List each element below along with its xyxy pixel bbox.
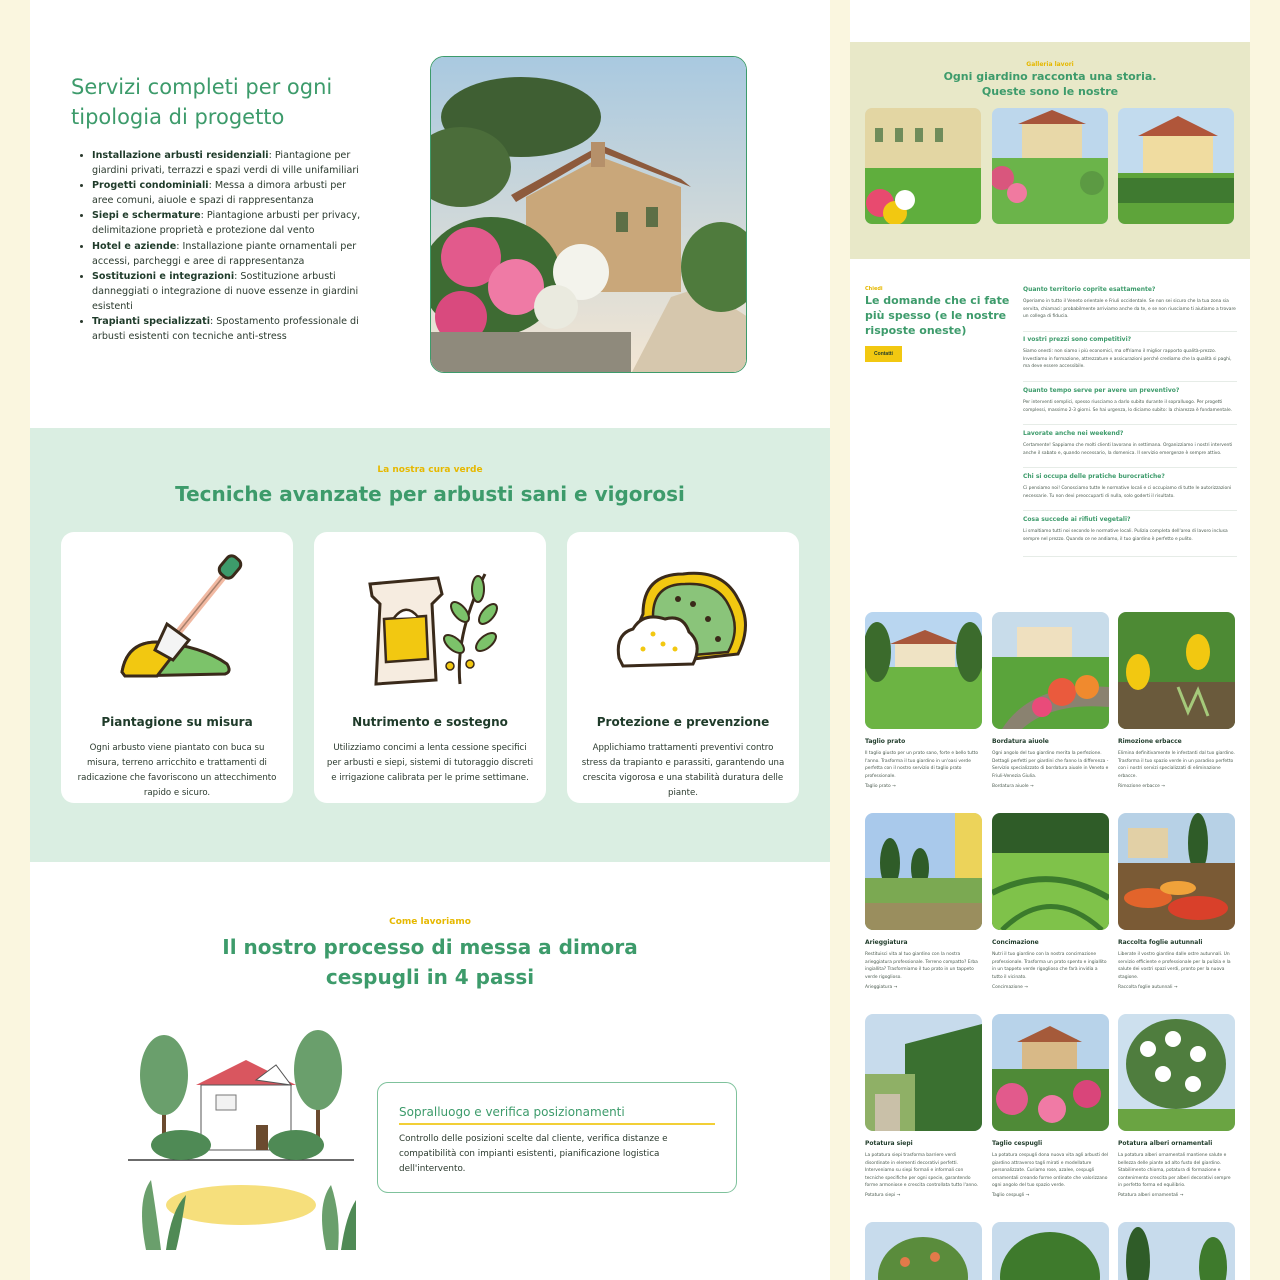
faq-item[interactable] [1023, 336, 1237, 382]
service-title[interactable]: Taglio cespugli [992, 1140, 1043, 1147]
process-step-card [377, 1082, 737, 1193]
services-title: Servizi completi per ogni tipologia di progetto [71, 75, 333, 129]
gallery-image[interactable] [865, 108, 981, 224]
faq-question[interactable]: Chi si occupa delle pratiche burocratiche? [1023, 473, 1165, 480]
faq-item[interactable] [1023, 430, 1237, 468]
techniques-section [30, 428, 830, 862]
process-step-title: Sopralluogo e verifica posizionamenti [399, 1105, 715, 1125]
shrub-icon [613, 554, 753, 694]
list-item: • Progetti condominiali: Messa a dimora arbusti per aree comuni, aiuole e spazi di rappresentanza [92, 178, 362, 208]
technique-card [314, 532, 546, 803]
faq-eyebrow: Chiedi [865, 286, 883, 292]
list-item: • Sostituzioni e integrazioni: Sostituzione arbusti danneggiati o integrazione di nuove essenze in giardini esistenti [92, 269, 362, 314]
list-item: • Siepi e schermature: Piantagione arbusti per privacy, delimitazione proprietà e protezione dal vento [92, 208, 362, 238]
main-page [30, 0, 830, 1280]
service-description: La potatura alberi ornamentali mantiene salute e bellezza delle piante ad alto fusto del giardino. Stabilimento chioma, potatura di formazione e contenimento crescita per alberi decorativi sempre in perfetto forma ed equilibrio. [1118, 1153, 1231, 1189]
service-link[interactable]: Rimozione erbacce → [1118, 784, 1165, 789]
gallery-image[interactable] [992, 108, 1108, 224]
technique-card [567, 532, 799, 803]
techniques-eyebrow: La nostra cura verde [377, 465, 483, 475]
service-title[interactable]: Raccolta foglie autunnali [1118, 939, 1203, 946]
fertilizer-bag-icon [360, 554, 500, 694]
techniques-title: Tecniche avanzate per arbusti sani e vigorosi [175, 482, 685, 506]
service-image[interactable] [865, 612, 982, 729]
service-description: La potatura siepi trasforma barriere verdi disordinate in elementi decorativi perfetti. Interveniamo su siepi formali e informali con tecniche specifiche per ogni specie, garantendo forme armoniose e crescita controllata tutto l'anno. [865, 1153, 979, 1189]
service-description: La potatura cespugli dona nuova vita agli arbusti del giardino attraverso tagli mirati e modellature personalizzate. Curiamo rose, azalee, cespugli ornamentali creando forme ordinate che valorizzano ogni angolo del tuo spazio verde. [992, 1153, 1109, 1189]
service-image[interactable] [865, 813, 982, 930]
service-image[interactable] [865, 1222, 982, 1280]
faq-title: Le domande che ci fate più spesso (e le nostre risposte oneste) [865, 294, 1010, 337]
arrow-right-icon: → [893, 985, 898, 990]
gallery-title: Ogni giardino racconta una storia. Queste sono le nostre [943, 70, 1157, 98]
gallery-eyebrow: Galleria lavori [1026, 61, 1074, 68]
technique-card-text: Utilizziamo concimi a lenta cessione specifici per arbusti e siepi, sistemi di tutoraggio discreti e irrigazione calibrata per le prime settimane. [326, 743, 534, 783]
faq-question[interactable]: I vostri prezzi sono competitivi? [1023, 336, 1132, 343]
arrow-right-icon: → [1025, 1193, 1030, 1198]
service-image[interactable] [992, 1222, 1109, 1280]
overview-page [850, 0, 1250, 1280]
arrow-right-icon: → [1179, 1193, 1184, 1198]
list-item: • Installazione arbusti residenziali: Piantagione per giardini privati, terrazzi e spazi verdi di ville unifamiliari [92, 148, 362, 178]
faq-item[interactable] [1023, 387, 1237, 425]
process-step-text: Controllo delle posizioni scelte dal cliente, verifica distanze e compatibilità con impianti esistenti, pianificazione logistica dell'intervento. [399, 1134, 668, 1174]
service-title[interactable]: Concimazione [992, 939, 1039, 946]
service-description: Liberate il vostro giardino dalle ostre autunnali. Un servizio efficiente e professionale per la pulizia e la salute dei vostri spazi verdi, pronto per la nuova stagione. [1118, 952, 1231, 980]
technique-card-title: Piantagione su misura [101, 715, 253, 729]
service-image[interactable] [1118, 612, 1235, 729]
service-title[interactable]: Taglio prato [865, 738, 906, 745]
technique-card-title: Protezione e prevenzione [596, 715, 770, 729]
service-image[interactable] [1118, 1014, 1235, 1131]
service-title[interactable]: Arieggiatura [865, 939, 908, 946]
gallery-section [850, 42, 1250, 259]
shovel-icon [107, 554, 247, 694]
service-image[interactable] [865, 1014, 982, 1131]
faq-question[interactable]: Quanto territorio coprite esattamente? [1023, 286, 1156, 293]
faq-answer: Per interventi semplici, spesso riusciamo a darlo subito durante il sopralluogo. Per progetti complessi, massimo 2-3 giorni. Se hai urgenza, lo diciamo subito: la chiarezza è fondamentale. [1023, 400, 1233, 413]
faq-question[interactable]: Quanto tempo serve per avere un preventivo? [1023, 387, 1180, 394]
technique-card-text: Ogni arbusto viene piantato con buca su misura, terreno arricchito e trattamenti di radicazione che favoriscono un attecchimento rapido e sicuro. [77, 743, 277, 798]
faq-item[interactable] [1023, 516, 1237, 557]
service-description: Ogni angolo del tuo giardino merita la perfezione. Dettagli perfetti per giardini che fanno la differenza - Servizio specializzato di bordatura aiuole in Veneto e Friuli-Venezia Giulia. [992, 751, 1109, 779]
service-description: Elimina definitivamente le infestanti dal tuo giardino. Trasforma il tuo spazio verde in un paradiso perfetto con i nostri servizi specializzati di eliminazione erbacce. [1118, 751, 1235, 779]
service-image[interactable] [1118, 1222, 1235, 1280]
services-list [92, 148, 362, 344]
faq-answer: Siamo onesti: non siamo i più economici, ma offriamo il miglior rapporto qualità-prezzo. Investiamo in formazione, attrezzature e assicurazioni perché crediamo che la qualità si paghi, ma deve essere accessibile. [1023, 349, 1232, 370]
service-link[interactable]: Taglio prato → [865, 784, 896, 789]
service-title[interactable]: Potatura siepi [865, 1140, 913, 1147]
service-image[interactable] [992, 1014, 1109, 1131]
arrow-right-icon: → [892, 784, 896, 789]
service-title[interactable]: Rimozione erbacce [1118, 738, 1182, 745]
technique-card-title: Nutrimento e sostegno [352, 715, 508, 729]
stone-house-photo [430, 56, 747, 373]
service-image[interactable] [1118, 813, 1235, 930]
faq-question[interactable]: Cosa succede ai rifiuti vegetali? [1023, 516, 1131, 523]
service-link[interactable]: Potatura siepi → [865, 1193, 901, 1198]
arrow-right-icon: → [1024, 985, 1028, 990]
service-description: Restituisci vita al tuo giardino con la nostra arieggiatura professionale. Terreno compatto? Erba ingiallita? Trasformiamo il tuo prato in un tappeto verde rigoglioso. [865, 952, 978, 980]
faq-answer: Ci pensiamo noi! Conosciamo tutte le normative locali e ci occupiamo di tutte le autorizzazioni necessarie. Tu non devi preoccuparti di nulla, solo goderti il risultato. [1023, 486, 1232, 499]
service-description: Il taglio giusto per un prato sano, forte e bello tutto l'anno. Trasforma il tuo giardino in un'oasi verde perfetta con il nostro servizio di taglio prato professionale. [865, 751, 979, 779]
service-image[interactable] [992, 813, 1109, 930]
faq-answer: Certamente! Sappiamo che molti clienti lavorano in settimana. Organizziamo i nostri interventi anche il sabato e, quando necessario, la domenica. Il servizio emergenze è sempre attivo. [1023, 443, 1233, 456]
service-link[interactable]: Concimazione → [992, 985, 1028, 990]
faq-item[interactable] [1023, 473, 1237, 511]
house-garden-illustration [126, 1030, 356, 1252]
contact-button[interactable]: Contatti [865, 346, 902, 362]
list-item: • Hotel e aziende: Installazione piante ornamentali per accessi, parcheggi e aree di rappresentanza [92, 239, 362, 269]
technique-card-text: Applichiamo trattamenti preventivi contro stress da trapianto e parassiti, garantendo una crescita vigorosa e una stabilità duratura delle piante. [581, 743, 785, 798]
technique-card [61, 532, 293, 803]
faq-answer: Operiamo in tutto il Veneto orientale e Friuli occidentale. Se non sei sicuro che la tua zona sia servita, chiamaci: probabilmente arriviamo anche da te, e se non riusciamo ti aiutiamo a trovare un collega di fiducia. [1023, 299, 1236, 320]
process-eyebrow: Come lavoriamo [389, 917, 471, 927]
service-link[interactable]: Bordatura aiuole → [992, 784, 1034, 789]
faq-question[interactable]: Lavorate anche nei weekend? [1023, 430, 1124, 437]
service-title[interactable]: Potatura alberi ornamentali [1118, 1140, 1213, 1147]
gallery-image[interactable] [1118, 108, 1234, 224]
faq-item[interactable] [1023, 286, 1237, 332]
service-link[interactable]: Raccolta foglie autunnali → [1118, 985, 1178, 990]
service-link[interactable]: Arieggiatura → [865, 985, 898, 990]
list-item: • Trapianti specializzati: Spostamento professionale di arbusti esistenti con tecniche anti-stress [92, 314, 362, 344]
service-image[interactable] [992, 612, 1109, 729]
process-title: Il nostro processo di messa a dimora cespugli in 4 passi [222, 935, 638, 989]
arrow-right-icon: → [896, 1193, 901, 1198]
arrow-right-icon: → [1161, 784, 1165, 789]
faq-answer: Li smaltiamo tutti noi secondo le normative locali. Pulizia completa dell'area di lavoro inclusa sempre nel prezzo. Quando ce ne andiamo, il tuo giardino è perfetto e pulito. [1023, 529, 1228, 542]
arrow-right-icon: → [1173, 985, 1178, 990]
service-link[interactable]: Taglio cespugli → [992, 1193, 1030, 1198]
service-description: Nutri il tuo giardino con la nostra concimazione professionale. Trasforma un prato spento e ingiallito in un tappeto verde rigoglioso che farà invidia a tutto il vicinato. [992, 952, 1107, 980]
service-title[interactable]: Bordatura aiuole [992, 738, 1049, 745]
service-link[interactable]: Potatura alberi ornamentali → [1118, 1193, 1184, 1198]
arrow-right-icon: → [1030, 784, 1034, 789]
